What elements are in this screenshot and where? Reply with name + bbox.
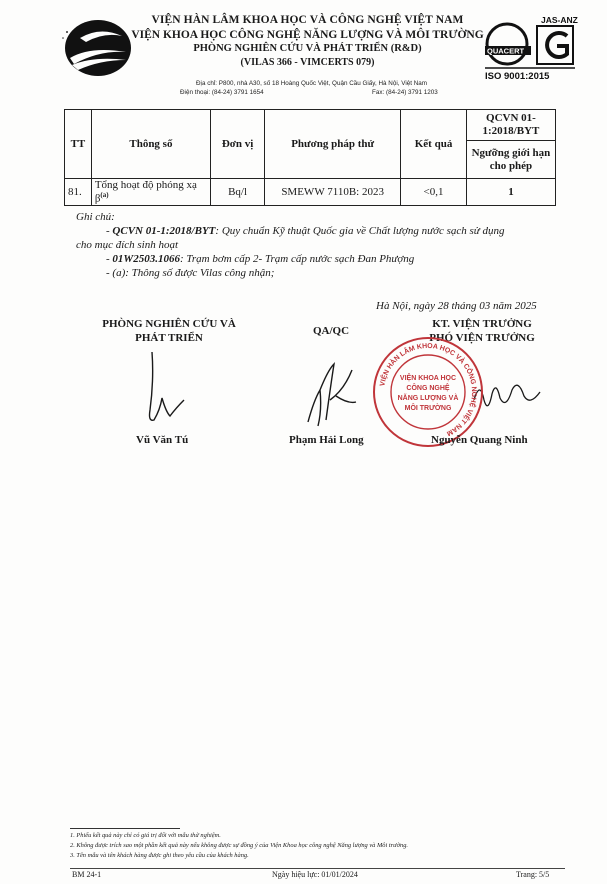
header-line4: (VILAS 366 - VIMCERTS 079): [240, 57, 375, 68]
footer-line: [70, 868, 565, 869]
footer-divider: [70, 828, 180, 829]
header-tt: TT: [65, 110, 92, 179]
cell-tt: 81.: [65, 179, 92, 206]
header-address: Địa chỉ: P800, nhà A30, số 18 Hoàng Quốc Việt, Quận Cầu Giấy, Hà Nội, Việt Nam: [196, 80, 428, 87]
header-line2: VIỆN KHOA HỌC CÔNG NGHỆ NĂNG LƯỢNG VÀ MÔI TRƯỜNG: [131, 29, 484, 41]
note1-text: : Quy chuẩn Kỹ thuật Quốc gia về Chất lượng nước sạch sử dụng: [215, 225, 505, 237]
note2-code: 01W2503.1066: [112, 253, 180, 265]
cell-unit: Bq/l: [211, 179, 265, 206]
note-item: - (a): Thông số được Vilas công nhận;: [106, 267, 275, 279]
param-sup: (a): [100, 191, 109, 199]
cell-param: [91, 179, 210, 206]
quacert-certification-logo: [483, 10, 593, 82]
form-code: BM 24-1: [72, 870, 102, 879]
institute-logo: [60, 18, 134, 80]
institute-stamp: [372, 336, 484, 448]
header-result: Kết quả: [401, 110, 467, 179]
stamp-center-line3: NĂNG LƯỢNG VÀ: [397, 395, 459, 402]
stamp-center-line2: CÔNG NGHỆ: [406, 385, 450, 392]
jas-anz-label: JAS-ANZ: [541, 15, 578, 25]
header-method: Phương pháp thử: [265, 110, 401, 179]
results-table: [64, 109, 556, 206]
cell-result: <0,1: [401, 179, 467, 206]
footer-note-2: 2. Không được trích sao một phần kết quả này nếu không được sự đồng ý của Viện Khoa học công nghệ Năng lượng và Môi trường.: [70, 842, 409, 849]
stamp-ring-text: VIỆN HÀN LÂM KHOA HỌC VÀ CÔNG NGHỆ VIỆT NAM: [379, 342, 478, 437]
institute-header: [130, 13, 485, 69]
table-row: [65, 179, 556, 206]
cell-method: SMEWW 7110B: 2023: [265, 179, 401, 206]
signer-name-qa: Phạm Hải Long: [289, 434, 364, 446]
header-phone: Điện thoại: (84-24) 3791 1654: [180, 89, 264, 96]
dept-title: [84, 317, 254, 345]
note2-text: : Trạm bơm cấp 2- Trạm cấp nước sạch Đan Phượng: [179, 253, 415, 265]
signer-name-director: Nguyễn Quang Ninh: [431, 434, 528, 446]
table-header-row: [65, 110, 556, 141]
director-title-line1: KT. VIỆN TRƯỞNG: [432, 318, 532, 330]
dept-title-line1: PHÒNG NGHIÊN CỨU VÀ: [102, 318, 236, 330]
note-item: - 01W2503.1066: Trạm bơm cấp 2- Trạm cấp nước sạch Đan Phượng: [106, 253, 415, 265]
page-number: Trang: 5/5: [516, 870, 550, 879]
effective-date: Ngày hiệu lực: 01/01/2024: [272, 870, 358, 879]
param-text: Tổng hoạt độ phóng xạ β: [94, 179, 197, 205]
header-param: Thông số: [91, 110, 210, 179]
qa-title: QA/QC: [312, 325, 350, 337]
stamp-center-line1: VIỆN KHOA HỌC: [399, 375, 457, 382]
signing-date: Hà Nội, ngày 28 tháng 03 năm 2025: [376, 300, 537, 312]
signature-pham-hai-long: [300, 360, 360, 430]
signer-name-dept: Vũ Văn Tú: [136, 434, 189, 446]
footer-note-1: 1. Phiếu kết quả này chỉ có giá trị đối với mẫu thử nghiệm.: [70, 832, 221, 839]
header-fax: Fax: (84-24) 3791 1203: [372, 89, 438, 96]
notes-title: Ghi chú:: [76, 211, 115, 223]
notes-section: [76, 210, 576, 280]
header-unit: Đơn vị: [211, 110, 265, 179]
signature-vu-van-tu: [140, 350, 190, 430]
header-line1: VIỆN HÀN LÂM KHOA HỌC VÀ CÔNG NGHỆ VIỆT NAM: [151, 14, 464, 26]
note1-code: QCVN 01-1:2018/BYT: [112, 225, 216, 237]
header-limit: Ngưỡng giới hạn cho phép: [466, 141, 555, 179]
stamp-center-line4: MÔI TRƯỜNG: [404, 405, 452, 412]
footer-note-3: 3. Tên mẫu và tên khách hàng được ghi theo yêu cầu của khách hàng.: [70, 852, 249, 859]
quacert-label: QUACERT: [487, 46, 525, 56]
header-line3: PHÒNG NGHIÊN CỨU VÀ PHÁT TRIỂN (R&D): [193, 43, 422, 54]
director-title-line2: PHÓ VIỆN TRƯỞNG: [429, 332, 535, 344]
header-qcvn: QCVN 01-1:2018/BYT: [466, 110, 555, 141]
note-item: - QCVN 01-1:2018/BYT: Quy chuẩn Kỹ thuật Quốc gia về Chất lượng nước sạch sử dụng: [106, 225, 505, 237]
note1-continuation: cho mục đích sinh hoạt: [76, 239, 179, 251]
note3-text: (a): Thông số được Vilas công nhận;: [112, 267, 275, 279]
dept-title-line2: PHÁT TRIỂN: [135, 332, 203, 344]
cell-limit: 1: [466, 179, 555, 206]
iso-label: ISO 9001:2015: [485, 71, 550, 82]
